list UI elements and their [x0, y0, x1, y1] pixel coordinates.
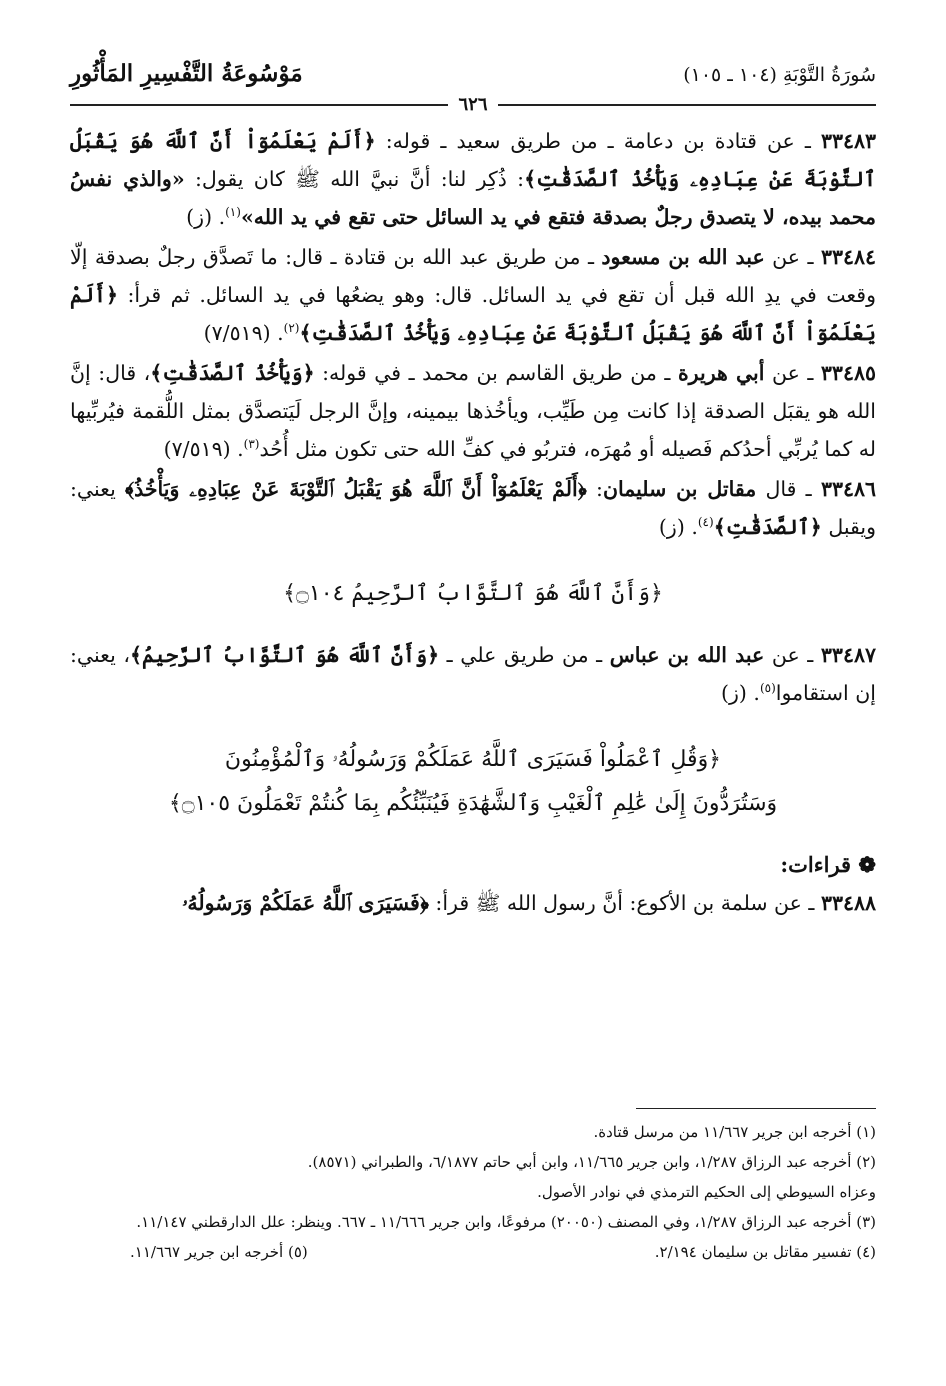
narration-33485: [70, 354, 876, 468]
narration-text: :: [586, 477, 603, 501]
footnote-2: (٢) أخرجه عبد الرزاق ١/٢٨٧، وابن جرير ١١/٦٦٥، وابن أبي حاتم ٦/١٨٧٧، والطبراني (٨٥٧١).: [307, 1153, 876, 1171]
verse-105: [70, 738, 876, 826]
narration-text: ـ قال: [756, 477, 821, 501]
narration-number: ٣٣٤٨٨: [820, 891, 876, 915]
quran-quote: ﴿وَيَأْخُذُ ٱلصَّدَقَٰتِ﴾: [150, 361, 315, 385]
section-heading-readings: ❁ قراءات:: [780, 852, 876, 877]
book-page: [70, 52, 876, 1356]
narration-text: ـ من طريق القاسم بن محمد ـ في قوله:: [314, 361, 678, 385]
quran-quote: ﴿أَلَمْ يَعْلَمُوٓاْ أَنَّ ٱللَّهَ هُوَ يَقْبَلُ ٱلتَّوْبَةَ عَنْ عِبَادِهِۦ وَيَأْخُذُ ٱلصَّدَقَٰتِ﴾: [70, 283, 876, 345]
verse-104: ﴿وَأَنَّ ٱللَّهَ هُوَ ٱلتَّوَّابُ ٱلرَّحِيمُ ۝١٠٤﴾: [283, 581, 663, 606]
narration-tail: . (٧/٥١٩): [203, 321, 284, 345]
footnote-3: (٣) أخرجه عبد الرزاق ١/٢٨٧، وفي المصنف (٢٠٠٥٠) مرفوعًا، وابن جرير ١١/٦٦٦ ـ ٦٦٧. وينظر: علل الدارقطني ١١/١٤٧.: [136, 1213, 876, 1231]
narration-text: ـ عن سلمة بن الأكوع: أنَّ رسول الله ﷺ قرأ:: [428, 891, 821, 915]
narration-text: ـ عن: [764, 361, 821, 385]
footnote-5: (٥) أخرجه ابن جرير ١١/٦٦٧.: [130, 1243, 308, 1261]
narration-tail: . (ز): [186, 205, 226, 229]
header-rule-right: [529, 104, 876, 105]
page-number: ٦٢٦: [448, 94, 497, 115]
quran-quote: ﴿فَسَيَرَى ٱللَّهُ عَمَلَكُمْ وَرَسُولُهُۥ: [182, 891, 429, 915]
page-number-row: [70, 94, 876, 116]
narration-number: ٣٣٤٨٥: [820, 361, 876, 385]
quran-quote: ﴿ٱلصَّدَقَٰتِ﴾: [713, 515, 822, 539]
quran-quote: ﴿وَأَنَّ ٱللَّهَ هُوَ ٱلتَّوَّابُ ٱلرَّحِيمُ﴾: [129, 643, 440, 667]
footnote-2-continued: وعزاه السيوطي إلى الحكيم الترمذي في نوادر الأصول.: [537, 1183, 876, 1201]
verse-105-line-2: وَسَتُرَدُّونَ إِلَىٰ عَٰلِمِ ٱلْغَيْبِ وَٱلشَّهَٰدَةِ فَيُنَبِّئُكُم بِمَا كُنتُمْ تَعْمَلُونَ ۝١٠٥﴾: [168, 791, 778, 816]
footnote-separator: [636, 1108, 876, 1109]
narration-tail: . (٧/٥١٩): [163, 437, 244, 461]
footnote-marker: (٢): [283, 321, 300, 336]
narration-number: ٣٣٤٨٣: [820, 129, 876, 153]
footnote-1: (١) أخرجه ابن جرير ١١/٦٦٧ من مرسل قتادة.: [593, 1123, 876, 1141]
quran-quote: ﴿أَلَمْ يَعْلَمُوٓاْ أَنَّ ٱللَّهَ هُوَ يَقْبَلُ ٱلتَّوْبَةَ عَنْ عِبَادِهِۦ وَيَأْخُذُ ٱلصَّدَقَٰتِ﴾: [70, 129, 877, 191]
footnote-marker: (٤): [697, 515, 714, 530]
narration-text: ، قال: إنَّ الله هو يقبَل الصدقة إذا كانت مِن طَيِّب، ويأخُذها بيمينه، وإنَّ الرجل لَيَتصدَّق بمثل اللُّقمة فيُربِّيها له كما يُربِّي أحدُكم فَصيله أو مُهرَه، فتربُو في كفِّ الله حتى تكون مثل أُحُد: [70, 361, 876, 461]
narration-text: ـ من طريق علي ـ: [439, 643, 610, 667]
footnote-4: (٤) تفسير مقاتل بن سليمان ٢/١٩٤.: [654, 1243, 876, 1261]
footnotes: [70, 1108, 876, 1267]
quran-quote: ﴿أَلَمْ يَعْلَمُوٓاْ أَنَّ ٱللَّهَ هُوَ يَقْبَلُ ٱلتَّوْبَةَ عَنْ عِبَادِهِۦ وَيَأْخُذُ﴾: [125, 477, 587, 501]
book-title: مَوْسُوعَةُ التَّفْسِيرِ المَأْثُورِ: [70, 60, 303, 87]
narration-33484: [70, 238, 876, 352]
page-content: [70, 122, 876, 922]
surah-heading: سُورَةُ التَّوْبَةِ (١٠٤ ـ ١٠٥): [683, 64, 876, 86]
footnote-row: [70, 1237, 876, 1267]
header-rule-left: [70, 104, 417, 105]
narration-text: يعني: ويقبل: [70, 477, 876, 539]
narration-33487: [70, 636, 876, 712]
narration-tail: . (ز): [721, 681, 760, 705]
narration-number: ٣٣٤٨٧: [820, 643, 876, 667]
narration-text: ، يعني: إن استقاموا: [70, 643, 876, 705]
footnote-marker: (١): [225, 205, 241, 220]
footnote-marker: (٣): [243, 437, 260, 452]
narration-33483: [70, 122, 876, 236]
narration-text: ـ عن: [764, 643, 821, 667]
narration-number: ٣٣٤٨٦: [820, 477, 876, 501]
narration-text: ـ من طريق عبد الله بن قتادة ـ قال: ما تَصدَّق رجلٌ بصدقة إلّا وقعت في يدِ الله قبل أن تقع في يد السائل. قال: وهو يضعُها في يد السائل. ثم قرأ:: [70, 245, 876, 307]
verse-105-line-1: ﴿وَقُلِ ٱعْمَلُواْ فَسَيَرَى ٱللَّهُ عَمَلَكُمْ وَرَسُولُهُۥ وَٱلْمُؤْمِنُونَ: [224, 747, 722, 772]
narration-tail: . (ز): [658, 515, 698, 539]
narration-33488: [70, 884, 876, 922]
narrator-name: مقاتل بن سليمان: [602, 477, 757, 501]
narration-text: : ذُكِر لنا: أنَّ نبيَّ الله ﷺ كان يقول:: [184, 167, 525, 191]
narration-number: ٣٣٤٨٤: [820, 245, 876, 269]
narration-text: ـ عن: [764, 245, 821, 269]
footnote-marker: (٥): [759, 681, 776, 696]
narration-text: ـ عن قتادة بن دعامة ـ من طريق سعيد ـ قوله:: [375, 129, 821, 153]
narrator-name: عبد الله بن عباس: [609, 643, 765, 667]
narrator-name: عبد الله بن مسعود: [601, 245, 765, 269]
hadith-text: «والذي نفسُ محمد بيده، لا يتصدق رجلٌ بصدقة فتقع في يد السائل حتى تقع في يد الله»: [70, 167, 876, 229]
narrator-name: أبي هريرة: [677, 361, 765, 385]
narration-33486: [70, 470, 876, 546]
